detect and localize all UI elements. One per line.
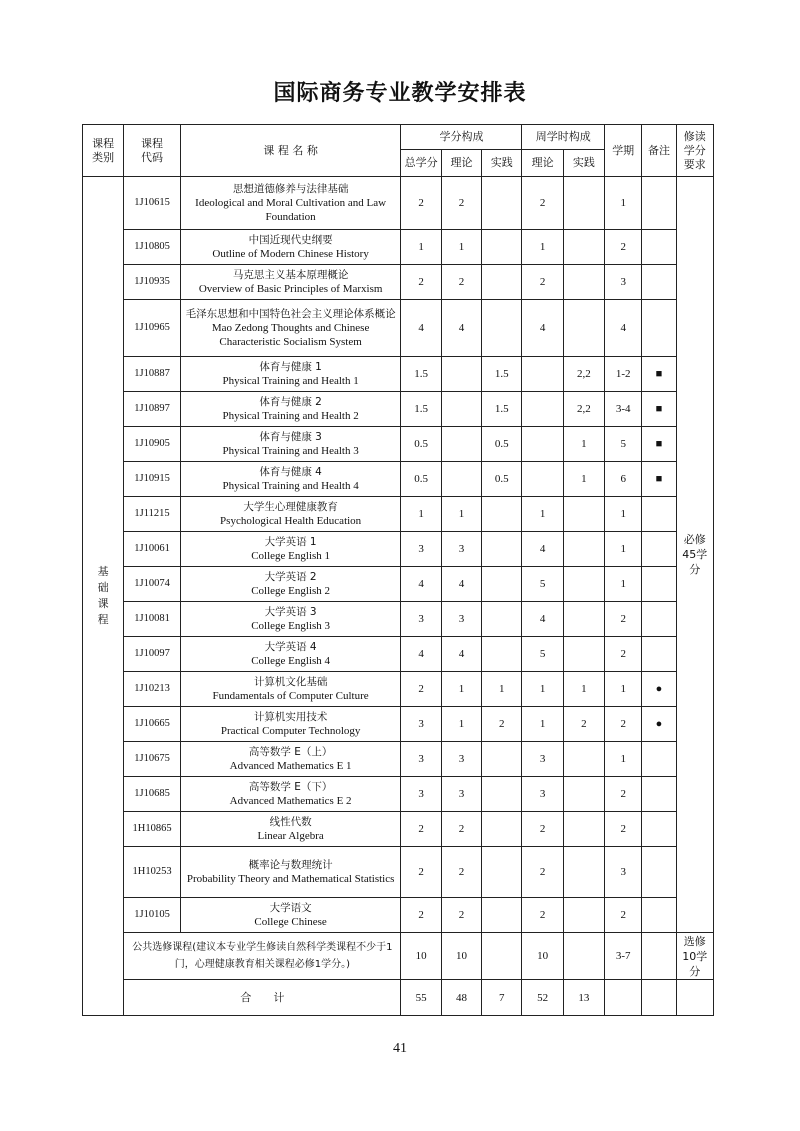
course-sem: 3 [605, 847, 642, 898]
course-wtheory: 4 [522, 602, 563, 637]
course-wpractice [563, 602, 604, 637]
course-sem: 1 [605, 742, 642, 777]
course-wtheory [522, 392, 563, 427]
elective-row [83, 933, 714, 980]
header-week-theory: 理论 [522, 150, 563, 177]
course-name [180, 707, 401, 742]
course-theory: 3 [441, 777, 481, 812]
course-wtheory: 3 [522, 777, 563, 812]
course-name [180, 265, 401, 300]
course-total: 2 [401, 847, 441, 898]
course-theory: 3 [441, 532, 481, 567]
course-name [180, 812, 401, 847]
course-code: 1H10253 [124, 847, 180, 898]
course-remark [642, 847, 676, 898]
course-name-cn: 大学英语 2 [264, 571, 317, 583]
course-sem: 2 [605, 898, 642, 933]
course-wtheory: 2 [522, 177, 563, 230]
course-remark [642, 777, 676, 812]
course-practice [482, 602, 522, 637]
course-name-en: Advanced Mathematics E 2 [229, 795, 352, 807]
course-name-en: Advanced Mathematics E 1 [229, 760, 352, 772]
course-theory: 3 [441, 742, 481, 777]
course-total: 3 [401, 602, 441, 637]
course-name-cn: 体育与健康 4 [259, 466, 322, 478]
table-row [83, 567, 714, 602]
course-practice [482, 177, 522, 230]
course-sem: 1 [605, 497, 642, 532]
course-name-cn: 毛泽东思想和中国特色社会主义理论体系概论 [185, 308, 396, 320]
elective-total: 10 [401, 933, 441, 980]
course-total: 3 [401, 532, 441, 567]
course-theory: 4 [441, 300, 481, 357]
table-row [83, 672, 714, 707]
course-total: 4 [401, 567, 441, 602]
course-wtheory: 4 [522, 532, 563, 567]
course-name-en: College English 3 [251, 620, 331, 632]
course-name-en: Fundamentals of Computer Culture [212, 690, 369, 702]
totals-theory: 48 [441, 980, 481, 1016]
course-sem: 2 [605, 777, 642, 812]
course-remark [642, 230, 676, 265]
course-total: 1.5 [401, 392, 441, 427]
course-name [180, 300, 401, 357]
header-code: 课程代码 [124, 125, 180, 177]
course-wpractice [563, 567, 604, 602]
course-name-cn: 高等数学 E（下） [248, 781, 333, 793]
elective-label: 公共选修课程(建议本专业学生修读自然科学类课程不少于1门，心理健康教育相关课程必修1学分。) [124, 933, 401, 980]
course-name [180, 567, 401, 602]
course-remark [642, 300, 676, 357]
course-name [180, 742, 401, 777]
course-code: 1J10675 [124, 742, 180, 777]
course-name [180, 777, 401, 812]
course-code: 1J10805 [124, 230, 180, 265]
course-total: 3 [401, 742, 441, 777]
course-sem: 2 [605, 230, 642, 265]
course-wpractice: 1 [563, 427, 604, 462]
course-name-en: Physical Training and Health 3 [222, 445, 359, 457]
course-wpractice [563, 777, 604, 812]
course-practice [482, 265, 522, 300]
required-credits: 必修45学分 [676, 177, 713, 933]
course-sem: 1 [605, 177, 642, 230]
course-name-en: Ideological and Moral Cultivation and Law Foundation [195, 197, 387, 223]
course-wtheory: 1 [522, 230, 563, 265]
course-name-cn: 中国近现代史纲要 [248, 234, 333, 246]
course-total: 1.5 [401, 357, 441, 392]
course-code: 1J10074 [124, 567, 180, 602]
course-name [180, 230, 401, 265]
table-row [83, 265, 714, 300]
table-row [83, 742, 714, 777]
course-name-cn: 高等数学 E（上） [248, 746, 333, 758]
course-total: 3 [401, 707, 441, 742]
course-wpractice [563, 742, 604, 777]
course-practice: 1 [482, 672, 522, 707]
course-practice [482, 898, 522, 933]
table-row [83, 847, 714, 898]
course-name-cn: 体育与健康 2 [259, 396, 322, 408]
course-remark [642, 177, 676, 230]
course-practice [482, 812, 522, 847]
course-wtheory: 1 [522, 707, 563, 742]
course-wtheory: 5 [522, 637, 563, 672]
elective-practice [482, 933, 522, 980]
table-row [83, 637, 714, 672]
course-sem: 3-4 [605, 392, 642, 427]
course-total: 0.5 [401, 462, 441, 497]
course-wpractice: 2,2 [563, 392, 604, 427]
elective-wpractice [563, 933, 604, 980]
course-name-en: Physical Training and Health 2 [222, 410, 359, 422]
course-name [180, 637, 401, 672]
course-practice [482, 230, 522, 265]
course-remark: ■ [642, 392, 676, 427]
course-name-cn: 体育与健康 3 [259, 431, 322, 443]
course-name [180, 462, 401, 497]
course-body [83, 177, 714, 1016]
course-total: 4 [401, 300, 441, 357]
course-name-en: Linear Algebra [257, 830, 324, 842]
course-wpractice: 1 [563, 462, 604, 497]
course-wtheory: 2 [522, 265, 563, 300]
course-name-cn: 大学英语 4 [264, 641, 317, 653]
course-total: 2 [401, 265, 441, 300]
totals-remark [642, 980, 676, 1016]
course-name-en: Physical Training and Health 4 [222, 480, 359, 492]
header-semester: 学期 [605, 125, 642, 177]
table-row [83, 300, 714, 357]
course-practice [482, 637, 522, 672]
course-name-en: Psychological Health Education [220, 515, 362, 527]
course-practice [482, 777, 522, 812]
course-total: 3 [401, 777, 441, 812]
course-name [180, 392, 401, 427]
course-wtheory: 2 [522, 847, 563, 898]
course-total: 2 [401, 898, 441, 933]
table-row [83, 462, 714, 497]
course-name [180, 497, 401, 532]
course-code: 1J10915 [124, 462, 180, 497]
course-theory: 2 [441, 847, 481, 898]
course-remark [642, 742, 676, 777]
course-sem: 1 [605, 532, 642, 567]
table-row [83, 427, 714, 462]
totals-sem [605, 980, 642, 1016]
course-sem: 1 [605, 672, 642, 707]
course-theory: 1 [441, 672, 481, 707]
course-sem: 2 [605, 812, 642, 847]
course-name-en: College Chinese [254, 916, 327, 928]
course-name-cn: 计算机实用技术 [253, 711, 328, 723]
course-practice [482, 532, 522, 567]
course-code: 1J10081 [124, 602, 180, 637]
course-total: 4 [401, 637, 441, 672]
totals-practice: 7 [482, 980, 522, 1016]
table-row [83, 177, 714, 230]
course-wtheory: 2 [522, 812, 563, 847]
header-week-practice: 实践 [563, 150, 604, 177]
totals-wpractice: 13 [563, 980, 604, 1016]
course-theory: 3 [441, 602, 481, 637]
course-wpractice [563, 637, 604, 672]
course-wtheory: 2 [522, 898, 563, 933]
course-wpractice [563, 898, 604, 933]
course-total: 2 [401, 812, 441, 847]
course-code: 1J10615 [124, 177, 180, 230]
course-wpractice: 2 [563, 707, 604, 742]
course-code: 1J10905 [124, 427, 180, 462]
course-remark [642, 602, 676, 637]
course-remark [642, 265, 676, 300]
course-wtheory: 1 [522, 672, 563, 707]
course-name [180, 532, 401, 567]
course-practice [482, 847, 522, 898]
header-total-credit: 总学分 [401, 150, 441, 177]
course-name-en: Outline of Modern Chinese History [212, 248, 369, 260]
course-name-cn: 大学英语 1 [264, 536, 317, 548]
course-wtheory: 3 [522, 742, 563, 777]
table-row [83, 777, 714, 812]
table-row [83, 532, 714, 567]
course-theory: 2 [441, 898, 481, 933]
course-remark: ■ [642, 357, 676, 392]
course-name [180, 427, 401, 462]
course-name-cn: 大学生心理健康教育 [243, 501, 338, 513]
course-name-en: Mao Zedong Thoughts and Chinese Characteristic Socialism System [211, 322, 370, 348]
table-row [83, 602, 714, 637]
course-theory: 2 [441, 177, 481, 230]
course-wpractice [563, 532, 604, 567]
course-wpractice [563, 847, 604, 898]
course-remark: ● [642, 672, 676, 707]
course-wtheory [522, 462, 563, 497]
totals-wtheory: 52 [522, 980, 563, 1016]
course-wtheory [522, 427, 563, 462]
course-practice: 1.5 [482, 392, 522, 427]
course-practice [482, 567, 522, 602]
table-row [83, 230, 714, 265]
course-theory [441, 427, 481, 462]
table-row [83, 357, 714, 392]
course-code: 1J11215 [124, 497, 180, 532]
course-theory: 4 [441, 567, 481, 602]
header-category: 课程类别 [83, 125, 124, 177]
course-wtheory: 4 [522, 300, 563, 357]
schedule-table [82, 124, 714, 1016]
course-name-cn: 计算机文化基础 [253, 676, 328, 688]
course-remark [642, 637, 676, 672]
table-row [83, 898, 714, 933]
course-code: 1J10935 [124, 265, 180, 300]
course-theory: 1 [441, 230, 481, 265]
table-row [83, 707, 714, 742]
course-sem: 3 [605, 265, 642, 300]
course-practice: 2 [482, 707, 522, 742]
course-remark: ● [642, 707, 676, 742]
course-remark: ■ [642, 462, 676, 497]
course-code: 1J10685 [124, 777, 180, 812]
course-code: 1H10865 [124, 812, 180, 847]
category-cell: 基础课程 [83, 177, 124, 1016]
course-practice [482, 742, 522, 777]
course-code: 1J10887 [124, 357, 180, 392]
course-name-en: College English 4 [251, 655, 331, 667]
course-sem: 5 [605, 427, 642, 462]
totals-row [83, 980, 714, 1016]
course-remark [642, 567, 676, 602]
course-name-en: Physical Training and Health 1 [222, 375, 359, 387]
course-sem: 2 [605, 637, 642, 672]
course-theory [441, 462, 481, 497]
course-remark [642, 497, 676, 532]
course-code: 1J10097 [124, 637, 180, 672]
course-code: 1J10213 [124, 672, 180, 707]
course-name-en: Practical Computer Technology [220, 725, 361, 737]
course-name-en: College English 1 [251, 550, 331, 562]
course-total: 0.5 [401, 427, 441, 462]
course-name-en: Probability Theory and Mathematical Statistics [186, 873, 395, 885]
table-row [83, 497, 714, 532]
course-sem: 6 [605, 462, 642, 497]
course-wpractice [563, 812, 604, 847]
page-number: 41 [393, 1041, 407, 1056]
course-code: 1J10965 [124, 300, 180, 357]
elective-wtheory: 10 [522, 933, 563, 980]
elective-sem: 3-7 [605, 933, 642, 980]
course-name-cn: 线性代数 [269, 816, 312, 828]
course-name-cn: 思想道德修养与法律基础 [232, 183, 349, 195]
course-remark [642, 532, 676, 567]
course-wtheory: 1 [522, 497, 563, 532]
header-credit-group: 学分构成 [401, 125, 522, 150]
course-wpractice: 1 [563, 672, 604, 707]
course-theory: 1 [441, 497, 481, 532]
table-row [83, 392, 714, 427]
header-practice: 实践 [482, 150, 522, 177]
course-sem: 1-2 [605, 357, 642, 392]
course-total: 1 [401, 230, 441, 265]
elective-remark [642, 933, 676, 980]
course-code: 1J10061 [124, 532, 180, 567]
course-practice [482, 497, 522, 532]
course-name-cn: 大学语文 [269, 902, 312, 914]
course-name [180, 847, 401, 898]
course-wpractice [563, 177, 604, 230]
table-row [83, 812, 714, 847]
course-name-cn: 大学英语 3 [264, 606, 317, 618]
course-remark [642, 898, 676, 933]
course-wtheory [522, 357, 563, 392]
header-name: 课 程 名 称 [180, 125, 401, 177]
course-sem: 2 [605, 602, 642, 637]
course-theory: 1 [441, 707, 481, 742]
course-name-en: Overview of Basic Principles of Marxism [198, 283, 383, 295]
course-sem: 1 [605, 567, 642, 602]
totals-label: 合 计 [124, 980, 401, 1016]
course-name [180, 672, 401, 707]
course-sem: 4 [605, 300, 642, 357]
totals-requirement [676, 980, 713, 1016]
course-theory [441, 392, 481, 427]
elective-requirement: 选修10学分 [676, 933, 713, 980]
course-theory [441, 357, 481, 392]
course-name-cn: 马克思主义基本原理概论 [232, 269, 349, 281]
page-title: 国际商务专业教学安排表 [273, 81, 527, 106]
header-requirement: 修读学分要求 [676, 125, 713, 177]
course-wpractice [563, 265, 604, 300]
course-theory: 2 [441, 265, 481, 300]
course-wpractice [563, 497, 604, 532]
course-wpractice [563, 300, 604, 357]
course-practice [482, 300, 522, 357]
course-total: 2 [401, 177, 441, 230]
totals-total: 55 [401, 980, 441, 1016]
header-week-group: 周学时构成 [522, 125, 605, 150]
course-name [180, 357, 401, 392]
course-theory: 2 [441, 812, 481, 847]
course-name-cn: 概率论与数理统计 [248, 859, 333, 871]
course-practice: 0.5 [482, 427, 522, 462]
course-name [180, 602, 401, 637]
header-remark: 备注 [642, 125, 676, 177]
course-name [180, 898, 401, 933]
course-total: 2 [401, 672, 441, 707]
course-remark: ■ [642, 427, 676, 462]
course-wpractice: 2,2 [563, 357, 604, 392]
course-remark [642, 812, 676, 847]
elective-theory: 10 [441, 933, 481, 980]
header-theory: 理论 [441, 150, 481, 177]
course-practice: 0.5 [482, 462, 522, 497]
course-sem: 2 [605, 707, 642, 742]
course-practice: 1.5 [482, 357, 522, 392]
course-code: 1J10665 [124, 707, 180, 742]
course-theory: 4 [441, 637, 481, 672]
course-code: 1J10105 [124, 898, 180, 933]
course-name [180, 177, 401, 230]
course-name-cn: 体育与健康 1 [259, 361, 322, 373]
course-wpractice [563, 230, 604, 265]
course-total: 1 [401, 497, 441, 532]
course-name-en: College English 2 [251, 585, 331, 597]
course-code: 1J10897 [124, 392, 180, 427]
course-wtheory: 5 [522, 567, 563, 602]
